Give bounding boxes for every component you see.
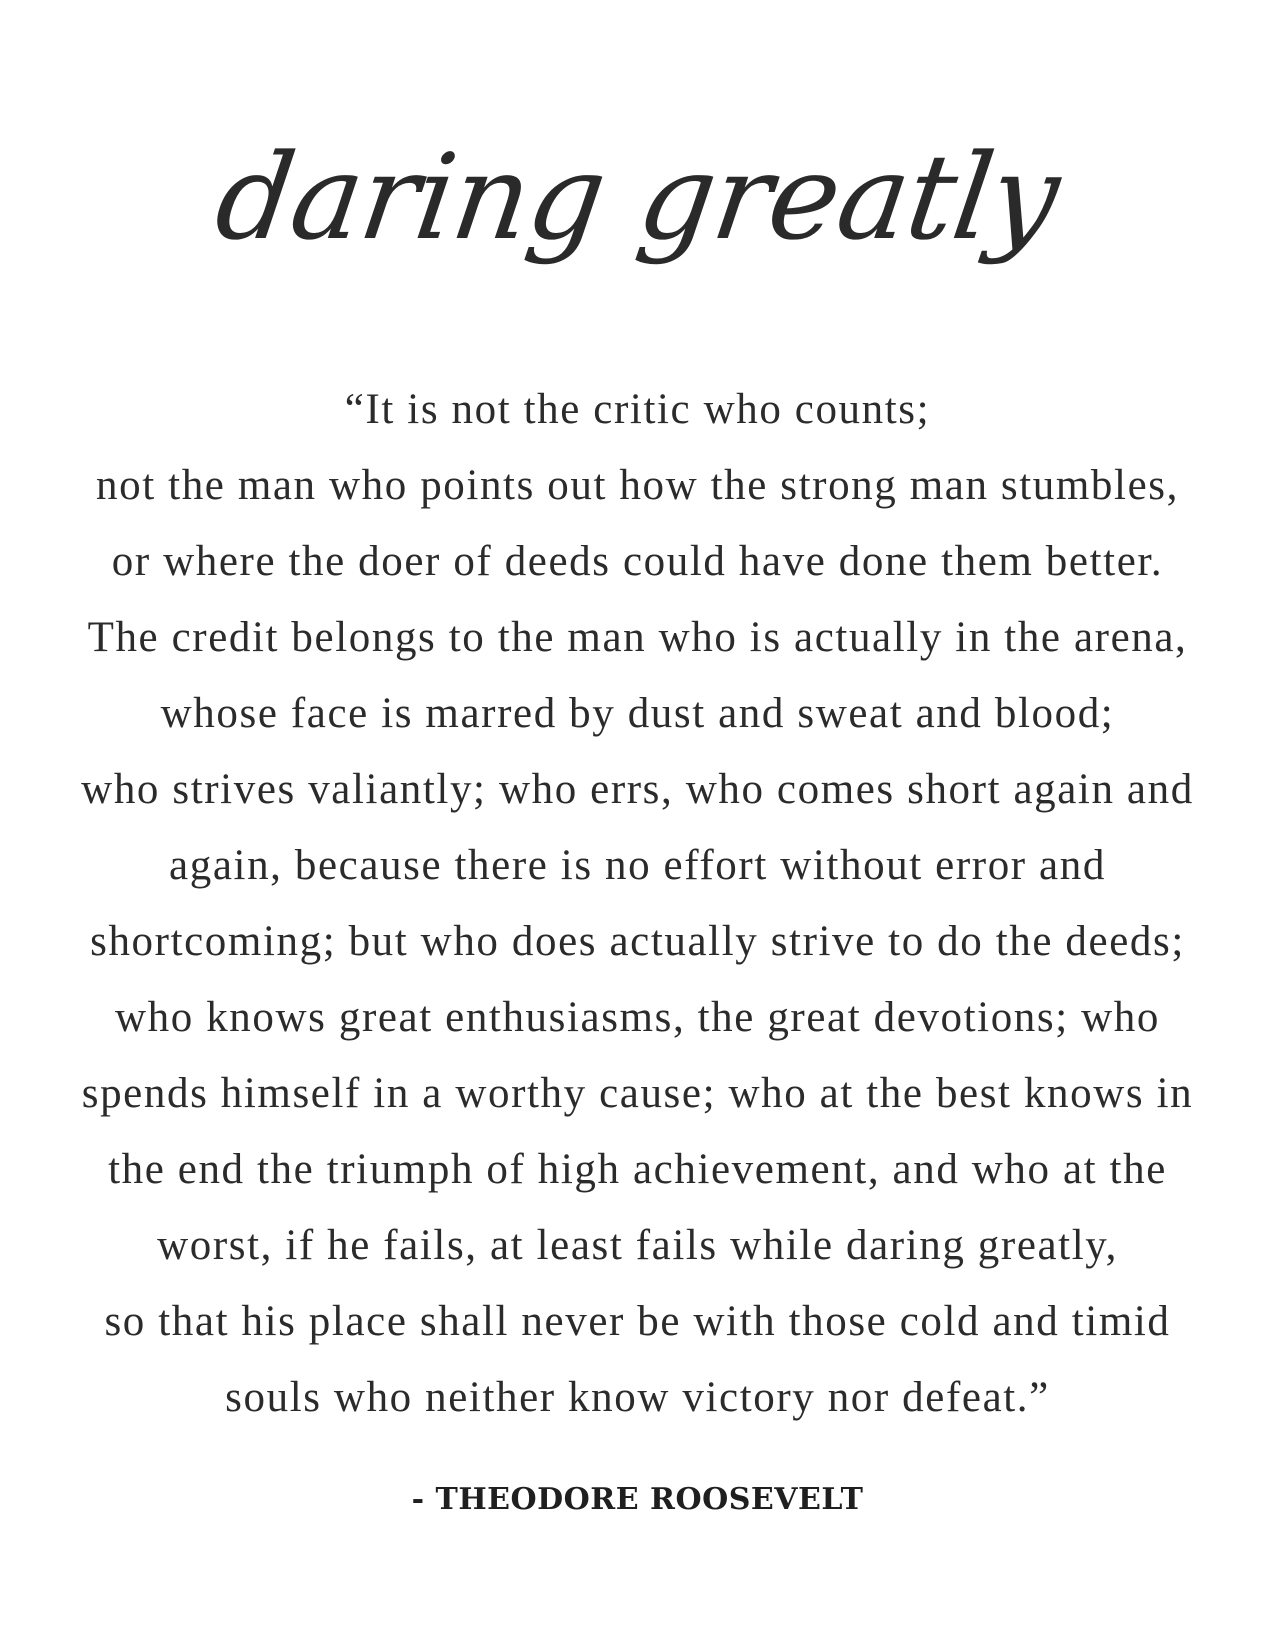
quote-line: so that his place shall never be with those cold and timid xyxy=(104,1298,1171,1345)
quote-line: who knows great enthusiasms, the great devotions; who xyxy=(115,994,1160,1041)
quote-line: not the man who points out how the strong man stumbles, xyxy=(96,462,1179,509)
quote-line: or where the doer of deeds could have done them better. xyxy=(111,538,1164,585)
quote-line: spends himself in a worthy cause; who at the best knows in xyxy=(81,1070,1194,1117)
quote-line: “It is not the critic who counts; xyxy=(344,386,931,433)
quote-line: The credit belongs to the man who is actually in the arena, xyxy=(87,614,1188,661)
page-title: daring greatly xyxy=(208,128,1067,266)
quote-line: again, because there is no effort without error and xyxy=(169,842,1106,889)
quote-line: shortcoming; but who does actually strive to do the deeds; xyxy=(90,918,1185,965)
quote-line: who strives valiantly; who errs, who comes short again and xyxy=(81,766,1194,813)
quote-line: worst, if he fails, at least fails while daring greatly, xyxy=(157,1222,1118,1269)
quote-attribution: - THEODORE ROOSEVELT xyxy=(411,1482,864,1517)
quote-line: souls who neither know victory nor defeat.” xyxy=(225,1374,1050,1421)
quote-block xyxy=(0,372,1275,1436)
quote-line: the end the triumph of high achievement, and who at the xyxy=(108,1146,1167,1193)
quote-line: whose face is marred by dust and sweat and blood; xyxy=(160,690,1115,737)
